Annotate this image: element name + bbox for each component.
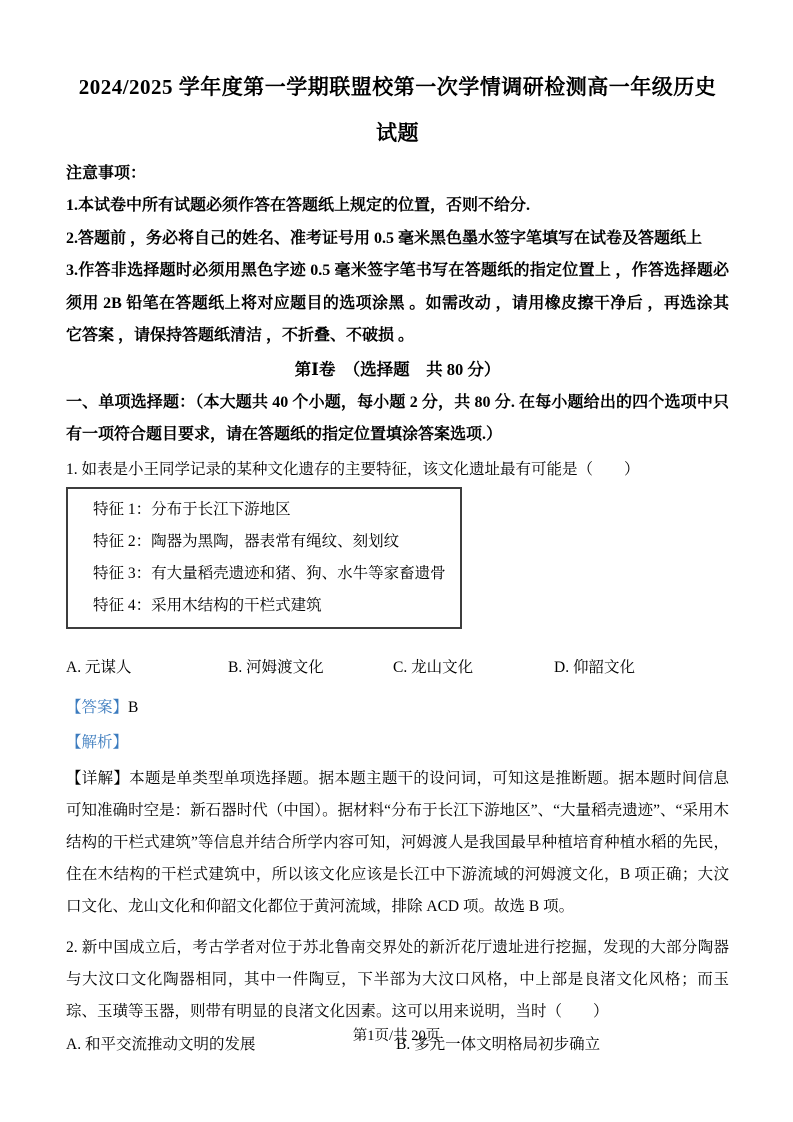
question1-stem: 1. 如表是小王同学记录的某种文化遗存的主要特征，该文化遗址最有可能是（ ）: [66, 460, 640, 478]
question1-feature-table: [66, 487, 462, 629]
detail-label: 【详解】: [66, 769, 130, 787]
question1-option-d: D. 仰韶文化: [554, 658, 635, 676]
notice-item-1: 1.本试卷中所有试题必须作答在答题纸上规定的位置，否则不给分.: [66, 197, 531, 214]
page-title-line1: 2024/2025 学年度第一学期联盟校第一次学情调研检测高一年级历史: [78, 75, 717, 99]
notice-item-3: 3.作答非选择题时必须用黑色字迹 0.5 毫米签字笔书写在答题纸的指定位置上 ，作答选择题必须用 2B 铅笔在答题纸上将对应题目的选项涂黑 。如需改动 ，请用橡皮擦干净后 ，再选涂其 它答案 ，请保持答题纸清洁 ，不折叠、不破损 。: [66, 262, 729, 344]
part1-heading: 第Ⅰ卷 （选择题 共 80 分）: [294, 359, 501, 379]
answer-value: B: [128, 698, 139, 716]
notice-heading: 注意事项：: [66, 165, 147, 182]
question1-analysis-line: [66, 728, 729, 758]
question1-detail-explanation: [66, 763, 729, 923]
page-title: [66, 64, 729, 156]
question1-option-c: C. 龙山文化: [393, 658, 474, 676]
question1-options: [66, 654, 729, 682]
question1-option-a: A. 元谋人: [66, 658, 132, 676]
page-title-line2: 试题: [376, 121, 419, 145]
feature-table-row-1: 特征 1：分布于长江下游地区: [93, 500, 291, 518]
page-number: 第1页/共 20页: [352, 1028, 441, 1044]
analysis-label: 【解析】: [66, 733, 129, 751]
feature-table-row-4: 特征 4：采用木结构的干栏式建筑: [93, 596, 322, 614]
feature-table-row-3: 特征 3：有大量稻壳遗迹和猪、狗、水牛等家畜遗骨: [93, 564, 446, 582]
question1-option-b: B. 河姆渡文化: [228, 658, 324, 676]
feature-table-row-2: 特征 2：陶器为黑陶，器表常有绳纹、刻划纹: [93, 532, 400, 550]
notice-item-2: 2.答题前 ，务必将自己的姓名、准考证号用 0.5 毫米黑色墨水签字笔填写在试卷及答题纸上: [66, 229, 703, 247]
section1-intro: 一、单项选择题：（本大题共 40 个小题，每小题 2 分，共 80 分. 在每小题给出的四个选项中只有一项符合题目要求，请在答题纸的指定位置填涂答案选项.）: [66, 393, 729, 443]
answer-label: 【答案】: [66, 698, 129, 716]
question2-option-b: B. 多元一体文明格局初步确立: [396, 1035, 601, 1053]
detail-text: 本题是单类型单项选择题。据本题主题干的设问词，可知这是推断题。据本题时间信息可知准确时空是：新石器时代（中国）。据材料“分布于长江下游地区”、“大量稻壳遗迹”、“采用木结构的干栏式建筑”等信息并结合所学内容可知，河姆渡人是我国最早种植培育种植水稻的先民，住在木结构的干栏式建筑中，所以该文化应该是长江中下游流域的河姆渡文化，B 项正确；大汶口文化、龙山文化和仰韶文化都位于黄河流域，排除 ACD 项。故选 B 项。: [66, 769, 729, 915]
question2-stem: 2. 新中国成立后，考古学者对位于苏北鲁南交界处的新沂花厅遗址进行挖掘，发现的大部分陶器与大汶口文化陶器相同，其中一件陶豆，下半部为大汶口风格，中上部是良渚文化风格；而玉琮、玉璜等玉器，则带有明显的良渚文化因素。这可以用来说明，当时（ ）: [66, 938, 729, 1020]
question1-answer-line: [66, 693, 729, 723]
question2-option-a: A. 和平交流推动文明的发展: [66, 1035, 256, 1053]
